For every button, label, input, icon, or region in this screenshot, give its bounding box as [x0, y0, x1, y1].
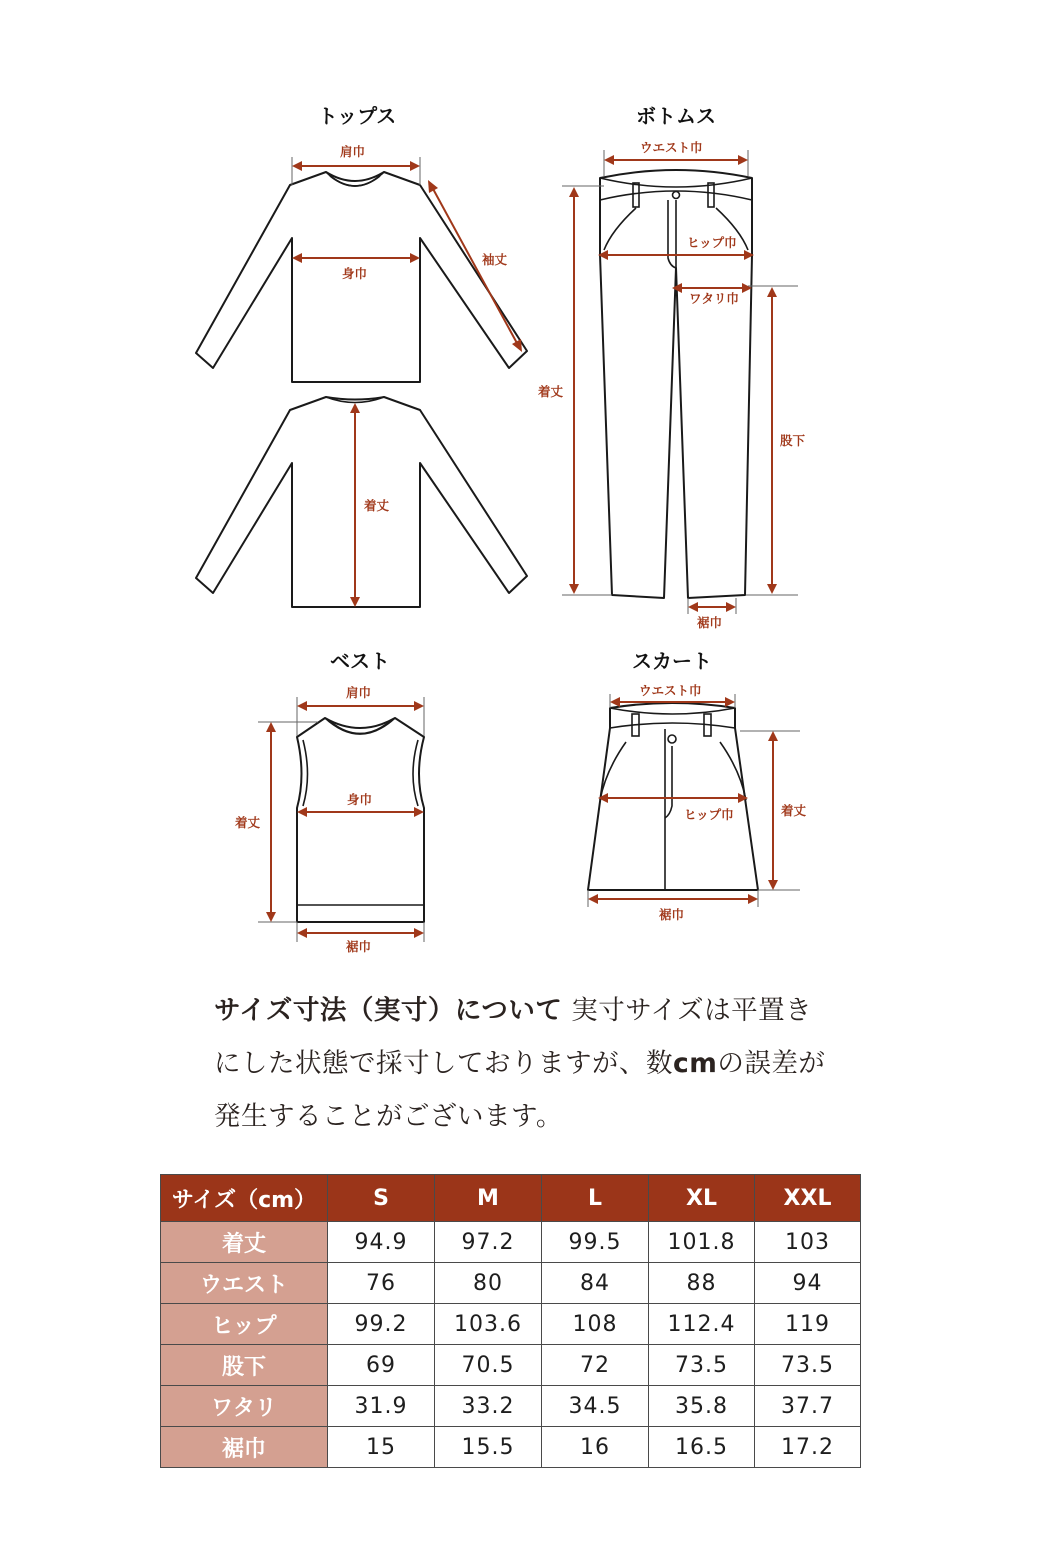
table-cell: 70.5: [435, 1345, 542, 1386]
vest-title: ベスト: [330, 649, 390, 673]
table-cell: 119: [755, 1304, 861, 1345]
row-label: 着丈: [161, 1222, 328, 1263]
table-cell: 16.5: [649, 1427, 755, 1468]
svg-text:着丈: 着丈: [364, 498, 390, 513]
vest-illustration: [297, 718, 424, 922]
size-note-body: 実寸サイズは平置きにした状態で採寸しておりますが、数: [214, 995, 813, 1079]
table-cell: 31.9: [328, 1386, 435, 1427]
size-note-tail: の誤差が発生することがございます。: [214, 1048, 826, 1132]
table-corner-header: サイズ（cm）: [161, 1175, 328, 1222]
table-cell: 33.2: [435, 1386, 542, 1427]
table-cell: 103: [755, 1222, 861, 1263]
size-header-l: L: [542, 1175, 649, 1222]
bottoms-title: ボトムス: [636, 104, 716, 128]
row-label: ヒップ: [161, 1304, 328, 1345]
size-note-unit: cm: [673, 1048, 718, 1079]
table-cell: 108: [542, 1304, 649, 1345]
table-cell: 35.8: [649, 1386, 755, 1427]
svg-text:裾巾: 裾巾: [697, 615, 723, 630]
table-cell: 99.5: [542, 1222, 649, 1263]
table-cell: 94: [755, 1263, 861, 1304]
tops-back-illustration: [196, 397, 527, 607]
table-row: [161, 1427, 861, 1468]
skirt-illustration: [588, 703, 758, 890]
table-header-row: [161, 1175, 861, 1222]
svg-text:袖丈: 袖丈: [482, 252, 508, 267]
table-cell: 73.5: [649, 1345, 755, 1386]
row-label: ワタリ: [161, 1386, 328, 1427]
size-header-m: M: [435, 1175, 542, 1222]
svg-text:ワタリ巾: ワタリ巾: [689, 291, 739, 306]
size-header-xxl: XXL: [755, 1175, 861, 1222]
svg-text:肩巾: 肩巾: [346, 685, 372, 700]
table-cell: 101.8: [649, 1222, 755, 1263]
table-row: [161, 1345, 861, 1386]
table-row: [161, 1304, 861, 1345]
table-cell: 76: [328, 1263, 435, 1304]
svg-text:ウエスト巾: ウエスト巾: [640, 140, 703, 155]
bottoms-inseam-measure: [746, 286, 806, 595]
vest-hem-measure: [297, 922, 424, 954]
skirt-hem-measure: [588, 890, 758, 922]
table-cell: 99.2: [328, 1304, 435, 1345]
skirt-title: スカート: [632, 649, 712, 673]
svg-text:着丈: 着丈: [781, 803, 807, 818]
table-row: [161, 1386, 861, 1427]
row-label: ウエスト: [161, 1263, 328, 1304]
svg-text:着丈: 着丈: [235, 815, 261, 830]
svg-text:ヒップ巾: ヒップ巾: [687, 235, 737, 250]
svg-text:股下: 股下: [780, 433, 806, 448]
table-row: [161, 1263, 861, 1304]
table-cell: 94.9: [328, 1222, 435, 1263]
table-cell: 84: [542, 1263, 649, 1304]
table-cell: 73.5: [755, 1345, 861, 1386]
table-cell: 112.4: [649, 1304, 755, 1345]
size-table: [160, 1174, 861, 1468]
table-cell: 72: [542, 1345, 649, 1386]
svg-text:ウエスト巾: ウエスト巾: [639, 683, 702, 698]
size-header-xl: XL: [649, 1175, 755, 1222]
bottoms-hem-measure: [688, 598, 736, 630]
size-note-heading: サイズ寸法（実寸）について: [214, 995, 563, 1026]
row-label: 股下: [161, 1345, 328, 1386]
table-cell: 69: [328, 1345, 435, 1386]
table-cell: 88: [649, 1263, 755, 1304]
table-cell: 17.2: [755, 1427, 861, 1468]
svg-text:裾巾: 裾巾: [659, 907, 685, 922]
svg-text:身巾: 身巾: [347, 792, 373, 807]
table-cell: 15.5: [435, 1427, 542, 1468]
table-cell: 16: [542, 1427, 649, 1468]
svg-text:肩巾: 肩巾: [340, 144, 366, 159]
svg-text:ヒップ巾: ヒップ巾: [684, 807, 734, 822]
table-row: [161, 1222, 861, 1263]
size-header-s: S: [328, 1175, 435, 1222]
table-cell: 103.6: [435, 1304, 542, 1345]
svg-text:裾巾: 裾巾: [346, 939, 372, 954]
size-note: [214, 984, 834, 1143]
table-cell: 80: [435, 1263, 542, 1304]
table-cell: 37.7: [755, 1386, 861, 1427]
svg-text:身巾: 身巾: [342, 266, 368, 281]
row-label: 裾巾: [161, 1427, 328, 1468]
table-cell: 15: [328, 1427, 435, 1468]
table-cell: 97.2: [435, 1222, 542, 1263]
svg-text:着丈: 着丈: [538, 384, 564, 399]
tops-title: トップス: [317, 104, 397, 128]
table-cell: 34.5: [542, 1386, 649, 1427]
